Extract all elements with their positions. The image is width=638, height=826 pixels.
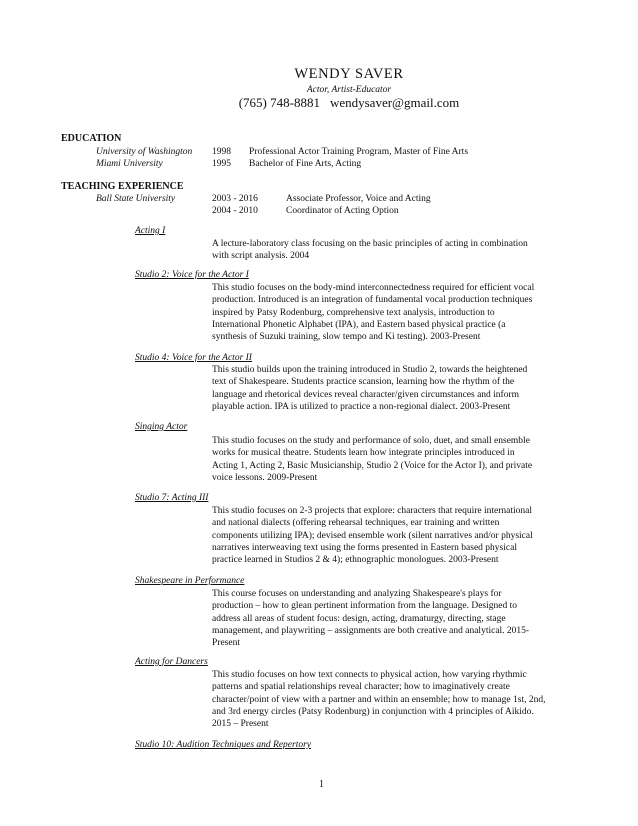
description-line: Acting 1, Acting 2, Basic Musicianship, Studio 2 (Voice for the Actor I), and private xyxy=(212,460,533,471)
email-address: wendysaver@gmail.com xyxy=(329,95,460,110)
description-line: This studio builds upon the training introduced in Studio 2, towards the heightened xyxy=(212,365,528,375)
resume-name: WENDY SAVER xyxy=(294,66,404,82)
page-number: 1 xyxy=(319,779,324,790)
course-title: Studio 7: Acting III xyxy=(135,493,209,503)
description-line: playable action. IPA is utilized to practice a non-regional dialect. 2003-Present xyxy=(212,401,511,412)
description-line: character/point of view with a partner and within an ensemble; how to manage 1st, 2nd, xyxy=(212,694,546,705)
position-years: 2004 - 2010 xyxy=(212,206,258,216)
education-institution: University of Washington xyxy=(96,147,193,157)
resume-subtitle: Actor, Artist-Educator xyxy=(306,85,392,95)
education-institution: Miami University xyxy=(96,159,163,169)
education-year: 1995 xyxy=(212,159,231,169)
education-year: 1998 xyxy=(212,147,231,157)
teaching-heading: TEACHING EXPERIENCE xyxy=(61,181,184,192)
description-line: address all areas of student focus: design, acting, dramaturgy, directing, stage xyxy=(212,613,506,624)
description-line: works for musical theatre. Students learn how integrate principles introduced in xyxy=(212,448,515,459)
description-line: narratives interweaving text using the forms presented in Eastern based physical xyxy=(212,542,517,553)
position-title: Coordinator of Acting Option xyxy=(286,206,399,216)
education-heading: EDUCATION xyxy=(61,133,122,144)
description-line: inspired by Patsy Rodenburg, comprehensive text analysis, introduction to xyxy=(212,307,495,318)
description-line: patterns and spatial relationships reveal character; how to imaginatively create xyxy=(212,682,510,693)
description-line: Present xyxy=(212,638,240,649)
course-description xyxy=(212,282,568,343)
description-line: components utilizing IPA); devised ensemble work (silent narratives and/or physical xyxy=(212,530,533,541)
description-line: International Phonetic Alphabet (IPA), and Eastern based physical practice (a xyxy=(212,319,506,330)
position-years: 2003 - 2016 xyxy=(212,194,258,204)
course-title: Acting I xyxy=(135,226,166,236)
description-line: and 3rd energy circles (Patsy Rodenburg) in conjunction with 4 principles of Aikido. xyxy=(212,706,534,717)
course-title: Acting for Dancers xyxy=(135,657,208,667)
description-line: practice learned in Studios 2 & 4); ethnographic monologues. 2003-Present xyxy=(212,555,499,566)
course-description xyxy=(212,364,568,413)
description-line: language and rhetorical devices reveal character/given circumstances and inform xyxy=(212,389,520,400)
teaching-institution: Ball State University xyxy=(96,194,176,204)
description-line: and national dialects (offering rehearsal techniques, ear training and written xyxy=(212,518,500,529)
description-line: This studio focuses on the body-mind interconnectedness required for efficient vocal xyxy=(212,283,535,293)
description-line: text of Shakespeare. Students practice scansion, learning how the rhythm of the xyxy=(212,377,515,388)
description-line: This studio focuses on 2-3 projects that explore: characters that require international xyxy=(212,506,532,516)
description-line: synthesis of Suzuki training, slow tempo and Ki testing). 2003-Present xyxy=(212,332,481,343)
position-title: Associate Professor, Voice and Acting xyxy=(286,194,431,204)
course-title: Studio 10: Audition Techniques and Repertory xyxy=(135,740,312,750)
description-line: 2015 – Present xyxy=(212,719,269,730)
description-line: This studio focuses on the study and performance of solo, duet, and small ensemble xyxy=(212,436,530,446)
education-degree: Bachelor of Fine Arts, Acting xyxy=(249,159,362,169)
contact-line xyxy=(0,95,638,111)
education-degree: Professional Actor Training Program, Master of Fine Arts xyxy=(249,147,469,157)
course-description xyxy=(212,669,568,730)
course-description xyxy=(212,435,568,484)
course-description xyxy=(212,588,568,649)
description-line: production – how to glean pertinent information from the language. Designed to xyxy=(212,601,517,612)
description-line: with script analysis. 2004 xyxy=(212,251,310,262)
course-description xyxy=(212,238,568,263)
course-title: Shakespeare in Performance xyxy=(135,576,245,586)
description-line: A lecture-laboratory class focusing on the basic principles of acting in combination xyxy=(212,239,528,249)
description-line: This studio focuses on how text connects to physical action, how varying rhythmic xyxy=(212,670,527,680)
course-title: Studio 4: Voice for the Actor II xyxy=(135,353,252,363)
description-line: voice lessons. 2009-Present xyxy=(212,472,318,483)
course-title: Studio 2: Voice for the Actor I xyxy=(135,270,249,280)
description-line: production. Introduced is an integration of fundamental vocal production techniques xyxy=(212,295,533,306)
course-title: Singing Actor xyxy=(135,422,188,432)
phone-number: (765) 748-8881 xyxy=(238,95,320,110)
course-description xyxy=(212,505,568,566)
description-line: This course focuses on understanding and analyzing Shakespeare's plays for xyxy=(212,589,502,599)
description-line: management, and playwriting – assignments are both creative and analytical. 2015- xyxy=(212,625,530,636)
